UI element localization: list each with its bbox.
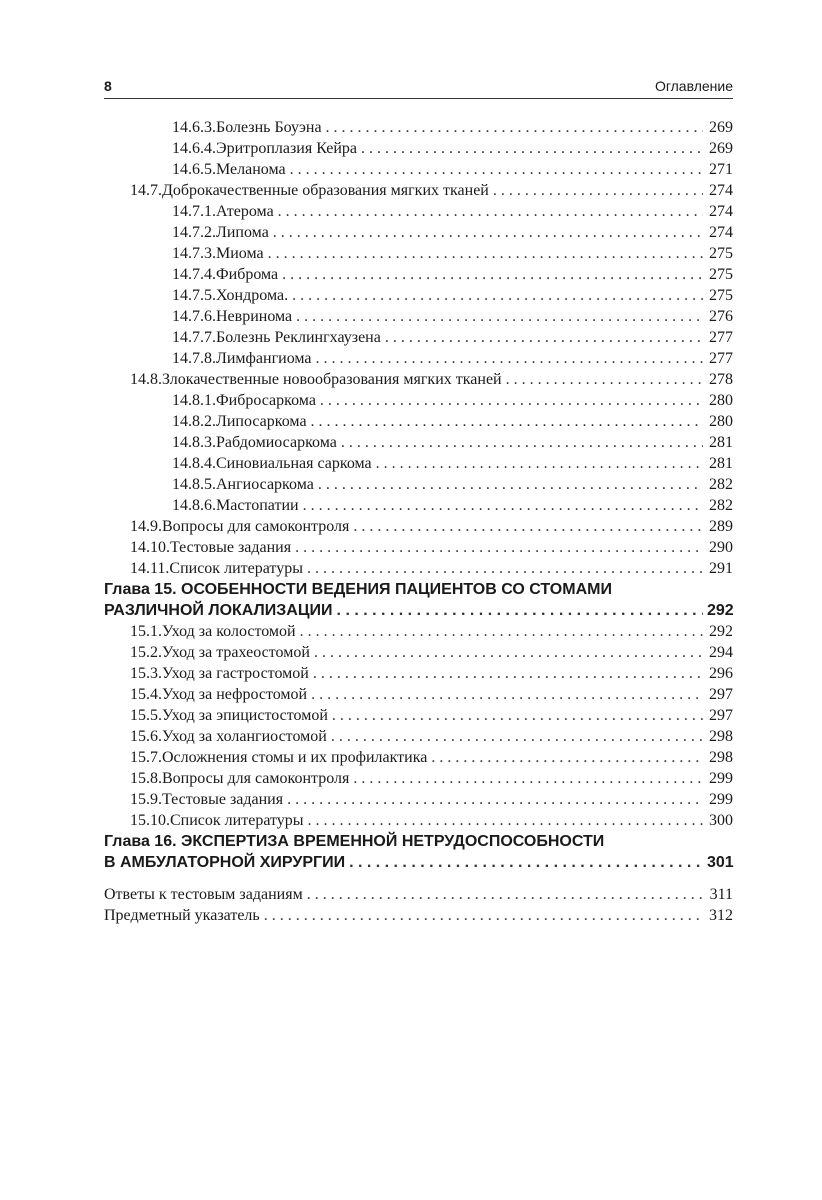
entry-number: 14.8.3. xyxy=(172,434,216,451)
leader-dots xyxy=(303,495,703,516)
toc-entry[interactable] xyxy=(104,159,733,180)
chapter-16-title-line1: Глава 16. ЭКСПЕРТИЗА ВРЕМЕННОЙ НЕТРУДОСПОСОБНОСТИ xyxy=(104,833,605,850)
entry-page: 294 xyxy=(709,644,733,661)
entry-page: 275 xyxy=(709,287,733,304)
toc-entry[interactable] xyxy=(104,684,733,705)
toc-entry[interactable] xyxy=(104,621,733,642)
entry-title: Мастопатии xyxy=(216,497,299,514)
entry-title: Тестовые задания xyxy=(162,791,284,808)
toc-entry[interactable] xyxy=(104,789,733,810)
entry-number: 14.8. xyxy=(130,371,162,388)
entry-title: Невринома xyxy=(216,308,293,325)
entry-number: 14.7.5. xyxy=(172,287,216,304)
entry-page: 291 xyxy=(709,560,733,577)
toc-entry[interactable] xyxy=(104,222,733,243)
entry-title: Лимфангиома xyxy=(216,350,312,367)
toc-entry[interactable] xyxy=(104,705,733,726)
entry-title: Липома xyxy=(216,224,269,241)
toc-entry[interactable] xyxy=(104,264,733,285)
entry-number: 15.7. xyxy=(130,749,162,766)
entry-number: 14.6.4. xyxy=(172,140,216,157)
entry-title: Предметный указатель xyxy=(104,907,260,924)
toc-entry[interactable] xyxy=(104,243,733,264)
entry-number: 15.1. xyxy=(130,623,162,640)
toc-back-matter xyxy=(104,884,733,926)
toc-entry[interactable] xyxy=(104,201,733,222)
leader-dots xyxy=(295,537,703,558)
header-title: Оглавление xyxy=(654,78,733,94)
toc-entry[interactable] xyxy=(104,516,733,537)
chapter-15-title-line1: Глава 15. ОСОБЕННОСТИ ВЕДЕНИЯ ПАЦИЕНТОВ СО СТОМАМИ xyxy=(104,581,612,598)
entry-number: 15.10. xyxy=(130,812,170,829)
toc-entry[interactable] xyxy=(104,432,733,453)
leader-dots xyxy=(264,905,703,926)
chapter-16-title-line2 xyxy=(104,852,733,873)
toc-entry[interactable] xyxy=(104,747,733,768)
entry-title: Уход за эпицистостомой xyxy=(162,707,328,724)
toc-entry[interactable] xyxy=(104,810,733,831)
entry-title: Доброкачественные образования мягких тканей xyxy=(162,182,489,199)
entry-number: 14.7. xyxy=(130,182,162,199)
entry-title: Синовиальная саркома xyxy=(216,455,372,472)
leader-dots xyxy=(308,810,703,831)
entry-title: Вопросы для самоконтроля xyxy=(162,770,350,787)
toc-entry[interactable] xyxy=(104,369,733,390)
leader-dots xyxy=(268,243,703,264)
entry-page: 289 xyxy=(709,518,733,535)
leader-dots xyxy=(290,159,703,180)
toc-entry[interactable] xyxy=(104,905,733,926)
leader-dots xyxy=(318,474,703,495)
entry-page: 282 xyxy=(709,497,733,514)
entry-page: 299 xyxy=(709,791,733,808)
entry-page: 282 xyxy=(709,476,733,493)
entry-page: 276 xyxy=(709,308,733,325)
leader-dots xyxy=(331,726,703,747)
entry-page: 311 xyxy=(709,886,733,903)
entry-title: Злокачественные новообразования мягких тканей xyxy=(162,371,502,388)
entry-number: 14.7.1. xyxy=(172,203,216,220)
entry-number: 15.3. xyxy=(130,665,162,682)
leader-dots xyxy=(431,747,703,768)
toc-entry[interactable] xyxy=(104,180,733,201)
entry-title: Фибросаркома xyxy=(216,392,316,409)
entry-page: 274 xyxy=(709,224,733,241)
entry-title: Болезнь Реклингхаузена xyxy=(216,329,381,346)
entry-title: Атерома xyxy=(216,203,274,220)
entry-number: 14.6.3. xyxy=(172,119,216,136)
leader-dots xyxy=(300,621,703,642)
entry-page: 281 xyxy=(709,455,733,472)
leader-dots xyxy=(493,180,703,201)
entry-title: Тестовые задания xyxy=(170,539,292,556)
toc-entry[interactable] xyxy=(104,390,733,411)
entry-number: 14.8.1. xyxy=(172,392,216,409)
entry-page: 277 xyxy=(709,350,733,367)
toc-entry[interactable] xyxy=(104,642,733,663)
leader-dots xyxy=(361,138,703,159)
leader-dots xyxy=(307,558,703,579)
toc-entry[interactable] xyxy=(104,285,733,306)
toc-entry[interactable] xyxy=(104,117,733,138)
leader-dots xyxy=(320,390,703,411)
toc-section-14 xyxy=(104,117,733,579)
entry-page: 292 xyxy=(709,623,733,640)
toc-entry[interactable] xyxy=(104,537,733,558)
chapter-16-heading[interactable] xyxy=(104,831,733,873)
leader-dots xyxy=(332,705,703,726)
leader-dots xyxy=(326,117,703,138)
toc-entry[interactable] xyxy=(104,411,733,432)
leader-dots xyxy=(307,884,703,905)
entry-page: 275 xyxy=(709,266,733,283)
entry-page: 296 xyxy=(709,665,733,682)
leader-dots xyxy=(353,768,703,789)
entry-title: Ангиосаркома xyxy=(216,476,314,493)
entry-number: 15.2. xyxy=(130,644,162,661)
entry-number: 14.7.3. xyxy=(172,245,216,262)
entry-number: 14.9. xyxy=(130,518,162,535)
entry-title: Осложнения стомы и их профилактика xyxy=(162,749,428,766)
entry-number: 14.8.2. xyxy=(172,413,216,430)
leader-dots xyxy=(376,453,703,474)
entry-number: 14.7.6. xyxy=(172,308,216,325)
page-number: 8 xyxy=(104,78,112,94)
leader-dots xyxy=(353,516,703,537)
spacer xyxy=(104,873,733,884)
toc-entry[interactable] xyxy=(104,306,733,327)
toc-entry[interactable] xyxy=(104,327,733,348)
toc-entry[interactable] xyxy=(104,474,733,495)
leader-dots xyxy=(341,432,703,453)
entry-title: Список литературы xyxy=(169,560,303,577)
leader-dots xyxy=(296,306,703,327)
entry-title: Миома xyxy=(216,245,264,262)
chapter-16-title-text: В АМБУЛАТОРНОЙ ХИРУРГИИ xyxy=(104,854,346,871)
leader-dots xyxy=(316,348,703,369)
entry-number: 14.8.5. xyxy=(172,476,216,493)
leader-dots xyxy=(282,264,703,285)
leader-dots xyxy=(278,201,703,222)
entry-page: 274 xyxy=(709,203,733,220)
entry-title: Хондрома. xyxy=(216,287,289,304)
entry-number: 14.7.8. xyxy=(172,350,216,367)
toc-entry[interactable] xyxy=(104,663,733,684)
entry-title: Фиброма xyxy=(216,266,279,283)
entry-page: 277 xyxy=(709,329,733,346)
entry-title: Уход за трахеостомой xyxy=(162,644,310,661)
leader-dots xyxy=(292,285,703,306)
leader-dots xyxy=(337,600,703,621)
entry-page: 278 xyxy=(709,371,733,388)
toc-entry[interactable] xyxy=(104,558,733,579)
leader-dots xyxy=(385,327,703,348)
chapter-15-title-text: РАЗЛИЧНОЙ ЛОКАЛИЗАЦИИ xyxy=(104,602,333,619)
entry-number: 15.9. xyxy=(130,791,162,808)
entry-page: 290 xyxy=(709,539,733,556)
leader-dots xyxy=(287,789,703,810)
toc-entry[interactable] xyxy=(104,138,733,159)
entry-title: Список литературы xyxy=(170,812,304,829)
entry-page: 312 xyxy=(709,907,733,924)
entry-title: Липосаркома xyxy=(216,413,307,430)
chapter-15-title-line2 xyxy=(104,600,733,621)
entry-number: 14.7.2. xyxy=(172,224,216,241)
entry-page: 299 xyxy=(709,770,733,787)
entry-title: Уход за нефростомой xyxy=(162,686,308,703)
entry-page: 297 xyxy=(709,707,733,724)
toc-entry[interactable] xyxy=(104,495,733,516)
leader-dots xyxy=(506,369,703,390)
entry-number: 14.8.6. xyxy=(172,497,216,514)
leader-dots xyxy=(273,222,703,243)
entry-title: Вопросы для самоконтроля xyxy=(162,518,350,535)
entry-page: 274 xyxy=(709,182,733,199)
chapter-16-page: 301 xyxy=(707,854,734,871)
entry-title: Меланома xyxy=(216,161,286,178)
entry-page: 298 xyxy=(709,749,733,766)
entry-title: Уход за холангиостомой xyxy=(162,728,327,745)
entry-number: 14.7.7. xyxy=(172,329,216,346)
entry-title: Болезнь Боуэна xyxy=(216,119,322,136)
entry-number: 15.5. xyxy=(130,707,162,724)
toc-entry[interactable] xyxy=(104,726,733,747)
entry-page: 271 xyxy=(709,161,733,178)
leader-dots xyxy=(311,411,703,432)
table-of-contents xyxy=(104,117,733,926)
entry-page: 300 xyxy=(709,812,733,829)
entry-number: 14.11. xyxy=(130,560,170,577)
entry-page: 280 xyxy=(709,413,733,430)
toc-entry[interactable] xyxy=(104,768,733,789)
entry-title: Ответы к тестовым заданиям xyxy=(104,886,303,903)
entry-number: 14.8.4. xyxy=(172,455,216,472)
entry-page: 275 xyxy=(709,245,733,262)
toc-entry[interactable] xyxy=(104,884,733,905)
entry-number: 14.7.4. xyxy=(172,266,216,283)
toc-entry[interactable] xyxy=(104,453,733,474)
toc-section-15 xyxy=(104,621,733,831)
entry-number: 14.6.5. xyxy=(172,161,216,178)
leader-dots xyxy=(349,852,703,873)
entry-number: 15.8. xyxy=(130,770,162,787)
entry-title: Уход за гастростомой xyxy=(162,665,309,682)
leader-dots xyxy=(311,684,703,705)
leader-dots xyxy=(313,663,703,684)
entry-number: 14.10. xyxy=(130,539,170,556)
entry-page: 269 xyxy=(709,119,733,136)
entry-page: 281 xyxy=(709,434,733,451)
toc-entry[interactable] xyxy=(104,348,733,369)
running-header xyxy=(104,78,733,99)
entry-page: 298 xyxy=(709,728,733,745)
entry-page: 269 xyxy=(709,140,733,157)
leader-dots xyxy=(314,642,703,663)
entry-page: 297 xyxy=(709,686,733,703)
entry-page: 280 xyxy=(709,392,733,409)
chapter-15-heading[interactable] xyxy=(104,579,733,621)
entry-title: Уход за колостомой xyxy=(162,623,296,640)
entry-title: Эритроплазия Кейра xyxy=(216,140,358,157)
entry-title: Рабдомиосаркома xyxy=(216,434,337,451)
chapter-15-page: 292 xyxy=(707,602,734,619)
entry-number: 15.6. xyxy=(130,728,162,745)
entry-number: 15.4. xyxy=(130,686,162,703)
